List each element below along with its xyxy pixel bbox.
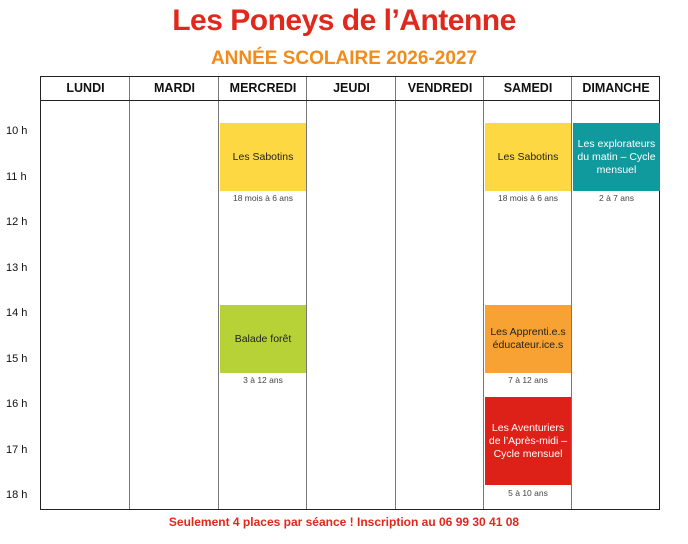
activity-block-explorateurs[interactable] xyxy=(573,123,660,191)
activity-block-aventuriers[interactable] xyxy=(485,397,571,485)
day-label-lundi: LUNDI xyxy=(66,81,105,95)
page-title: Les Poneys de l’Antenne xyxy=(172,4,516,37)
activity-name: Balade forêt xyxy=(234,332,292,345)
hour-label-11: 11 h xyxy=(6,171,27,183)
page-subtitle: ANNÉE SCOLAIRE 2026-2027 xyxy=(210,48,478,69)
activity-age: 18 mois à 6 ans xyxy=(497,193,558,203)
activity-name: Les Sabotins xyxy=(497,150,559,163)
day-label-samedi: SAMEDI xyxy=(503,81,553,95)
hour-label-10: 10 h xyxy=(6,125,28,137)
column-vendredi xyxy=(396,77,484,509)
day-label-mercredi: MERCREDI xyxy=(229,81,297,95)
activity-age: 7 à 12 ans xyxy=(508,375,548,385)
activity-age: 5 à 10 ans xyxy=(508,488,548,498)
hour-label-15: 15 h xyxy=(6,353,28,365)
column-jeudi xyxy=(307,77,396,509)
hour-label-18: 18 h xyxy=(6,489,28,501)
activity-block-sabotins-samedi[interactable] xyxy=(485,123,571,191)
hour-label-17: 17 h xyxy=(6,444,28,456)
hour-label-16: 16 h xyxy=(6,398,28,410)
day-label-dimanche: DIMANCHE xyxy=(582,81,650,95)
activity-block-sabotins-mercredi[interactable] xyxy=(220,123,306,191)
hour-label-13: 13 h xyxy=(6,262,28,274)
activity-block-balade-foret[interactable] xyxy=(220,305,306,373)
activity-block-apprentis[interactable] xyxy=(485,305,571,373)
activity-name: Les Apprenti.e.s éducateur.ice.s xyxy=(490,326,566,351)
activity-age: 2 à 7 ans xyxy=(599,193,634,203)
activity-name: Les Sabotins xyxy=(232,150,294,163)
hour-label-12: 12 h xyxy=(6,216,28,228)
activity-age: 18 mois à 6 ans xyxy=(232,193,293,203)
activity-name: Les Aventuriers de l’Après-midi – Cycle mensuel xyxy=(488,421,568,460)
day-label-mardi: MARDI xyxy=(154,81,195,95)
footer-notice: Seulement 4 places par séance ! Inscription au 06 99 30 41 08 xyxy=(168,515,520,529)
column-mardi xyxy=(130,77,219,509)
activity-name: Les explorateurs du matin – Cycle mensuel xyxy=(577,137,656,176)
schedule-grid xyxy=(40,76,660,510)
hour-label-14: 14 h xyxy=(6,307,28,319)
activity-age: 3 à 12 ans xyxy=(243,375,283,385)
day-label-vendredi: VENDREDI xyxy=(407,81,473,95)
day-label-jeudi: JEUDI xyxy=(333,81,370,95)
column-lundi xyxy=(41,77,130,509)
